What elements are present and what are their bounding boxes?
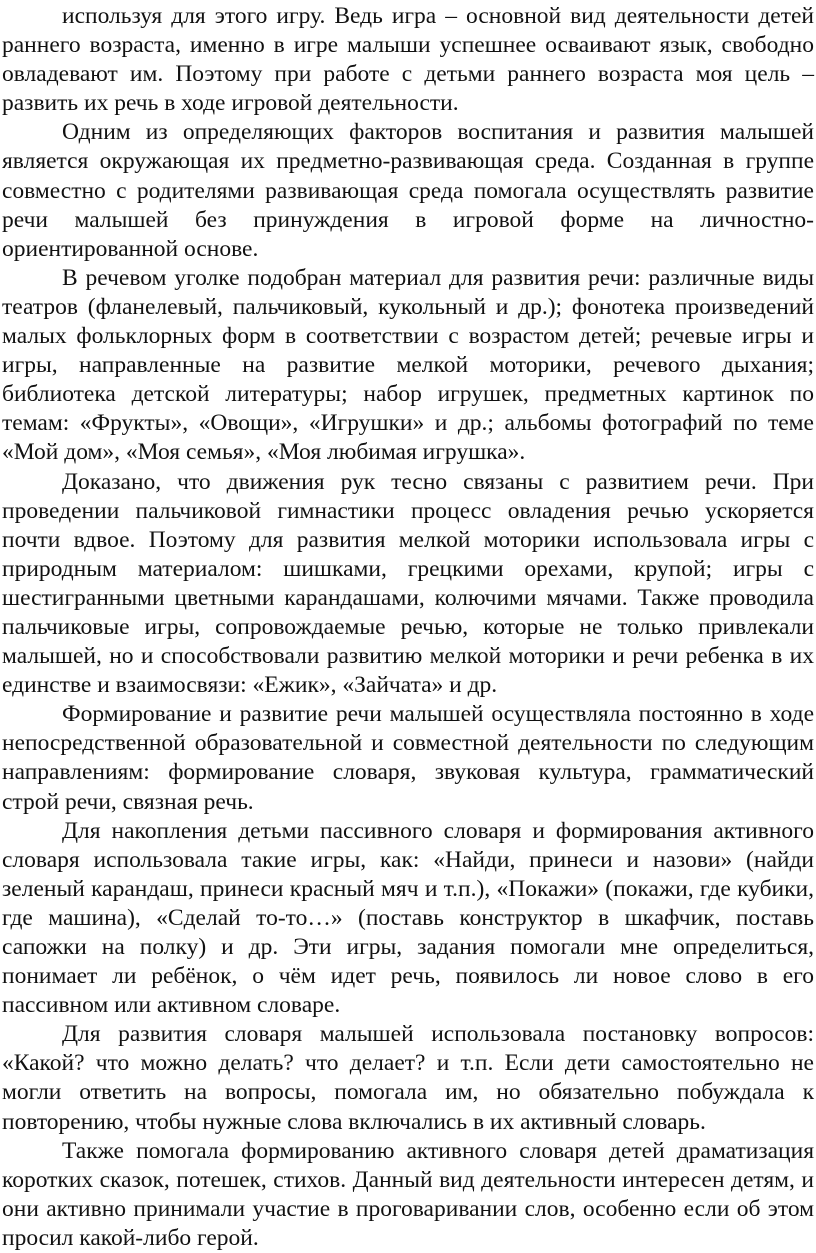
paragraph-7: Для развития словаря малышей использовала постановку вопросов: «Какой? что можно делать? что делает? и т.п. Если дети самостоятельно не могли ответить на вопросы, помогала им, но обязательно побуждала к повторению, чтобы нужные слова включались в их активный словарь.	[2, 1021, 814, 1135]
paragraph-5: Формирование и развитие речи малышей осуществляла постоянно в ходе непосредственной образовательной и совместной деятельности по следующим направлениям: формирование словаря, звуковая культура, грамматический строй речи, связная речь.	[2, 701, 814, 815]
paragraph-6: Для накопления детьми пассивного словаря и формирования активного словаря использовала такие игры, как: «Найди, принеси и назови» (найди зеленый карандаш, принеси красный мяч и т.п.), «Покажи» (покажи, где кубики, где машина), «Сделай то-то…» (поставь конструктор в шкафчик, поставь сапожки на полку) и др. Эти игры, задания помогали мне определиться, понимает ли ребёнок, о чём идет речь, появилось ли новое слово в его пассивном или активном словаре.	[2, 817, 814, 1019]
paragraph-2: Одним из определяющих факторов воспитания и развития малышей является окружающая их предметно-развивающая среда. Созданная в группе совместно с родителями развивающая среда помогала осуществлять развитие речи малышей без принуждения в игровой форме на личностно-ориентированной основе.	[2, 119, 814, 262]
paragraph-8: Также помогала формированию активного словаря детей драматизация коротких сказок, потешек, стихов. Данный вид деятельности интересен детям, и они активно принимали участие в проговаривании слов, особенно если об этом просил какой-либо герой.	[2, 1137, 814, 1251]
paragraph-4: Доказано, что движения рук тесно связаны с развитием речи. При проведении пальчиковой гимнастики процесс овладения речью ускоряется почти вдвое. Поэтому для развития мелкой моторики использовала игры с природным материалом: шишками, грецкими орехами, крупой; игры с шестигранными цветными карандашами, колючими мячами. Также проводила пальчиковые игры, сопровождаемые речью, которые не только привлекали малышей, но и способствовали развитию мелкой моторики и речи ребенка в их единстве и взаимосвязи: «Ежик», «Зайчата» и др.	[2, 468, 814, 699]
paragraph-1: используя для этого игру. Ведь игра – основной вид деятельности детей раннего возраста, именно в игре малыши успешнее осваивают язык, свободно овладевают им. Поэтому при работе с детьми раннего возраста моя цель – развить их речь в ходе игровой деятельности.	[2, 3, 814, 117]
paragraph-3: В речевом уголке подобран материал для развития речи: различные виды театров (фланелевый, пальчиковый, кукольный и др.); фонотека произведений малых фольклорных форм в соответствии с возрастом детей; речевые игры и игры, направленные на развитие мелкой моторики, речевого дыхания; библиотека детской литературы; набор игрушек, предметных картинок по темам: «Фрукты», «Овощи», «Игрушки» и др.; альбомы фотографий по теме «Мой дом», «Моя семья», «Моя любимая игрушка».	[2, 264, 814, 466]
